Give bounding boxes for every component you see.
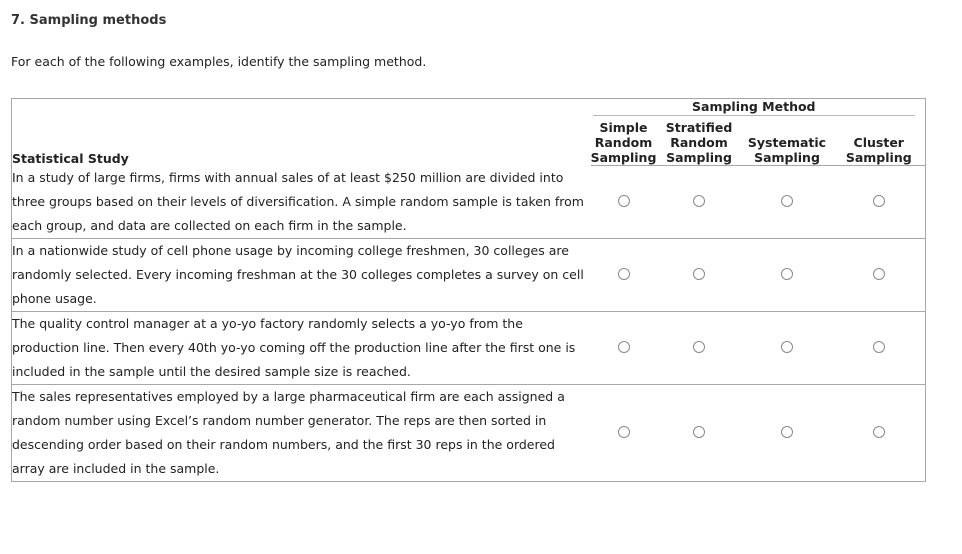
sampling-methods-table (11, 98, 926, 482)
radio-cell (742, 311, 833, 384)
radio-cluster[interactable] (873, 268, 885, 280)
radio-cell (591, 238, 657, 311)
radio-systematic[interactable] (781, 341, 793, 353)
radio-stratified-random[interactable] (693, 341, 705, 353)
radio-cluster[interactable] (873, 426, 885, 438)
column-label-line: Sampling (845, 150, 912, 165)
column-label-line: Cluster (853, 135, 904, 150)
radio-cell (833, 238, 926, 311)
radio-cell (833, 311, 926, 384)
study-row (12, 311, 926, 384)
radio-systematic[interactable] (781, 195, 793, 207)
question-instruction: For each of the following examples, identify the sampling method. (11, 54, 427, 69)
study-description: The sales representatives employed by a large pharmaceutical firm are each assigned a random number using Excel’s random number generator. The reps are then sorted in descending order based on their random numbers, and the first 30 reps in the ordered array are included in the sample. (12, 388, 565, 476)
column-systematic-sampling (742, 116, 833, 166)
radio-cell (742, 238, 833, 311)
statistical-study-header: Statistical Study (12, 150, 129, 166)
study-row (12, 238, 926, 311)
radio-cell (742, 384, 833, 481)
radio-cell (657, 166, 742, 239)
column-label-line: Sampling (666, 150, 732, 165)
column-cluster-sampling (833, 116, 926, 166)
study-row (12, 166, 926, 239)
study-description: In a nationwide study of cell phone usage by incoming college freshmen, 30 colleges are randomly selected. Every incoming freshman at the 30 colleges completes a survey on cell phone usage. (12, 238, 591, 311)
radio-stratified-random[interactable] (693, 426, 705, 438)
radio-cell (591, 166, 657, 239)
sampling-method-header (591, 99, 926, 117)
radio-cell (591, 384, 657, 481)
radio-stratified-random[interactable] (693, 268, 705, 280)
radio-systematic[interactable] (781, 426, 793, 438)
radio-cell (742, 166, 833, 239)
study-description: The quality control manager at a yo-yo factory randomly selects a yo-yo from the production line. Then every 40th yo-yo coming off the production line after the first one is included in the sample until the desired sample size is reached. (12, 311, 591, 384)
column-label-line: Random (594, 135, 653, 150)
radio-systematic[interactable] (781, 268, 793, 280)
column-label-line: Simple (599, 120, 648, 135)
radio-cell (657, 238, 742, 311)
radio-simple-random[interactable] (618, 426, 630, 438)
column-label-line: Sampling (754, 150, 820, 165)
radio-cell (833, 166, 926, 239)
study-description: In a study of large firms, firms with annual sales of at least $250 million are divided into three groups based on their levels of diversification. A simple random sample is taken from each group, and data are collected on each firm in the sample. (12, 166, 591, 239)
radio-cell (657, 311, 742, 384)
column-stratified-random-sampling (657, 116, 742, 166)
radio-cell (657, 384, 742, 481)
question-title: 7. Sampling methods (11, 13, 167, 28)
column-simple-random-sampling (591, 116, 657, 166)
radio-cluster[interactable] (873, 341, 885, 353)
sampling-method-label: Sampling Method (593, 99, 916, 116)
column-label-line: Random (670, 135, 728, 150)
radio-simple-random[interactable] (618, 341, 630, 353)
radio-simple-random[interactable] (618, 268, 630, 280)
radio-simple-random[interactable] (618, 195, 630, 207)
radio-stratified-random[interactable] (693, 195, 705, 207)
radio-cell (833, 384, 926, 481)
radio-cell (591, 311, 657, 384)
column-label-line: Sampling (590, 150, 657, 165)
radio-cluster[interactable] (873, 195, 885, 207)
group-header-row (12, 99, 926, 117)
column-label-line: Systematic (747, 135, 827, 150)
column-label-line: Stratified (665, 120, 733, 135)
study-row (12, 384, 926, 481)
